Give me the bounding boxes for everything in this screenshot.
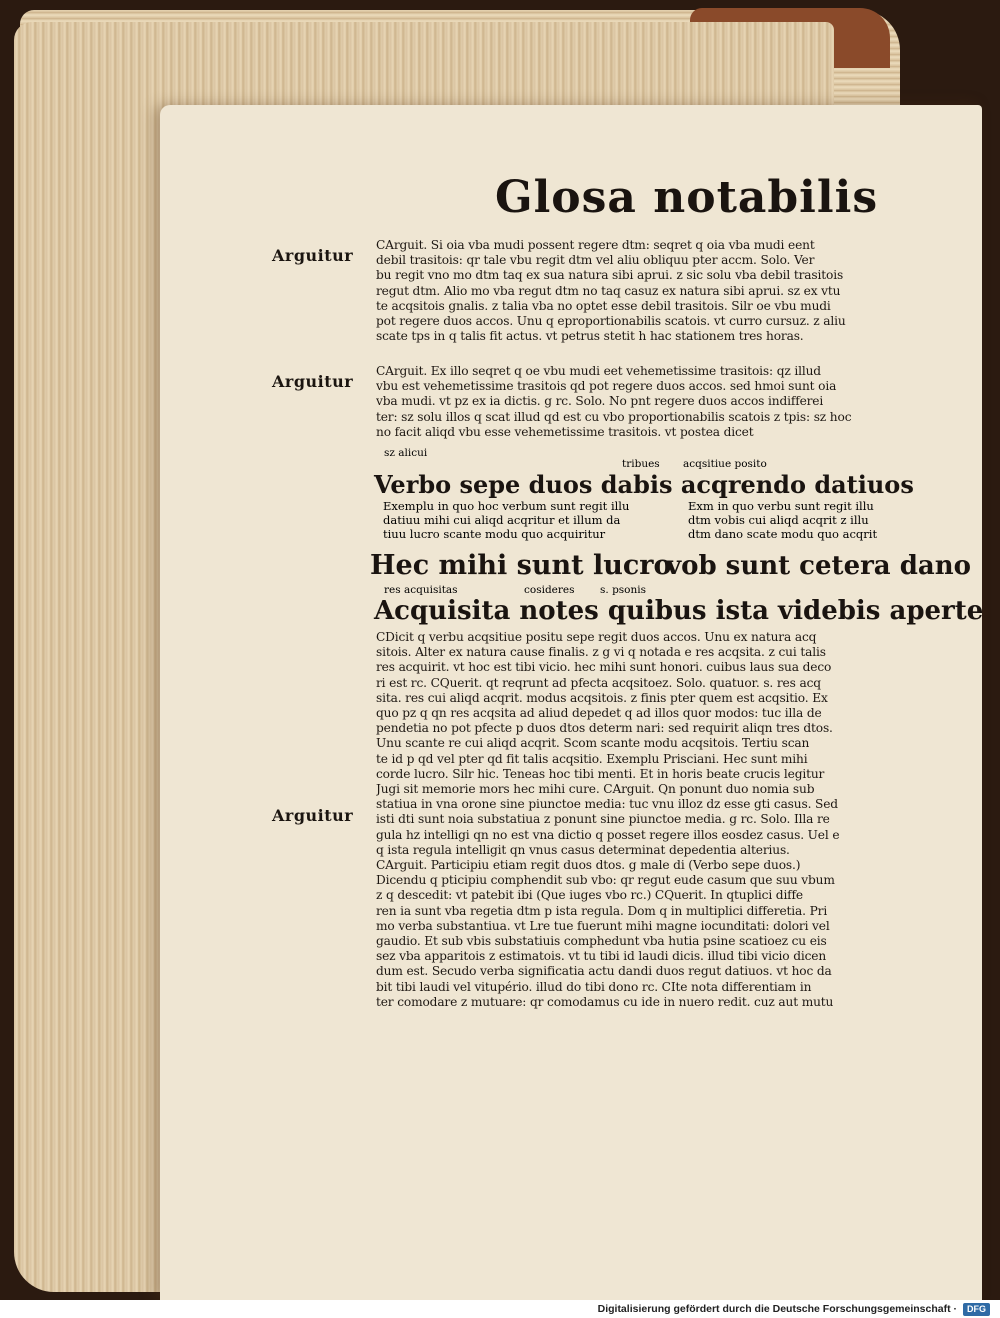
text-line: gaudio. Et sub vbis substatiuis comphedunt vba hutia psine scatioez cu eis <box>376 934 827 949</box>
text-line: quo pz q qn res acqsita ad aliud depedet q ad illos quor modos: tuc illa de <box>376 706 822 721</box>
gloss-left <box>383 499 683 541</box>
footer-text: Digitalisierung gefördert durch die Deutsche Forschungsgemeinschaft · <box>597 1303 957 1315</box>
text-line: statiua in vna orone sine piunctoe media: tuc vnu illoz dz esse gti casus. Sed <box>376 797 838 812</box>
gloss-right <box>688 499 928 541</box>
text-line: Unu scante re cui aliqd acqrit. Scom scante modu acqsitois. Tertiu scan <box>376 736 810 751</box>
text-line: isti dti sunt noia substatiua z ponunt sine piunctoe media. g rc. Solo. Illa re <box>376 812 830 827</box>
verse-line-2-left: Hec mihi sunt lucro <box>370 550 672 581</box>
text-line: corde lucro. Silr hic. Teneas hoc tibi menti. Et in horis beate crucis legitur <box>376 766 825 781</box>
text-line: dtm dano scate modu quo acqrit <box>688 527 878 541</box>
interlinear-gloss: acqsitiue posito <box>683 458 767 470</box>
text-line: CArguit. Participiu etiam regit duos dtos. g male di (Verbo sepe duos.) <box>376 858 801 873</box>
footer-credit <box>0 1300 1000 1318</box>
text-line: CArguit. Ex illo seqret q oe vbu mudi eet vehemetissime trasitois: qz illud <box>376 364 821 378</box>
text-line: debil trasitois: qr tale vbu regit dtm vel aliu obliquu pter accm. Solo. Ver <box>376 253 815 268</box>
text-line: vba mudi. vt pz ex ia dictis. g rc. Solo. No pnt regere duos accos indifferei <box>376 394 824 409</box>
text-line: Exm in quo verbu sunt regit illu <box>688 499 874 513</box>
verse-line-1: Verbo sepe duos dabis acqrendo datiuos <box>374 470 914 499</box>
text-line: gula hz intelligi qn no est vna dictio q posset regere illos eosdez casus. Uel e <box>376 827 840 842</box>
text-line: sitois. Alter ex natura cause finalis. z g vi q notada e res acqsita. z cui talis <box>376 645 826 660</box>
margin-note-2: Arguitur <box>272 372 354 391</box>
text-line: res acquirit. vt hoc est tibi vicio. hec mihi sunt honori. cuibus laus sua deco <box>376 660 832 675</box>
text-line: regut dtm. Alio mo vba regut dtm no taq casuz ex natura sibi aprui. sz ex vtu <box>376 283 841 298</box>
dfg-logo: DFG <box>963 1303 990 1316</box>
text-line: q ista regula intelligit qn vnus casus determinat depedentia alterius. <box>376 842 790 857</box>
text-line: dum est. Secudo verba significatia actu dandi duos regut datiuos. vt hoc da <box>376 964 832 979</box>
text-line: Dicendu q pticipiu comphendit sub vbo: qr regut eude casum que suu vbum <box>376 873 835 888</box>
interlinear-gloss: s. psonis <box>600 584 647 596</box>
text-line: scate tps in q talis fit actus. vt petrus stetit h hac stationem tres horas. <box>376 329 804 344</box>
text-line: bu regit vno mo dtm taq ex sua natura sibi aprui. z sic solu vba debil trasitois <box>376 268 844 283</box>
text-line: CDicit q verbu acqsitiue positu sepe regit duos accos. Unu ex natura acq <box>376 630 817 644</box>
text-line: te acqsitois gnalis. z talia vba no optet esse debil trasitois. Silr oe vbu mudi <box>376 298 831 313</box>
text-line: bit tibi laudi vel vitupério. illud do tibi dono rc. CIte nota differentiam in <box>376 979 812 994</box>
gloss-block-1 <box>376 238 932 344</box>
text-line: vbu est vehemetissime trasitois qd pot regere duos accos. sed hmoi sunt oia <box>376 379 837 394</box>
text-line: tiuu lucro scante modu quo acquiritur <box>383 527 606 541</box>
text-line: dtm vobis cui aliqd acqrit z illu <box>688 513 869 527</box>
text-line: z q descedit: vt patebit ibi (Que iuges vbo rc.) CQuerit. In qtuplici diffe <box>376 888 803 903</box>
text-line: ri est rc. CQuerit. qt reqrunt ad pfecta acqsitoez. Solo. quatuor. s. res acq <box>376 675 821 690</box>
interlinear-gloss: tribues <box>622 458 660 470</box>
verse-line-3: Acquisita notes quibus ista videbis aperte <box>374 596 984 626</box>
verse-line-2-right: vob sunt cetera dano <box>666 551 971 581</box>
interlinear-gloss: res acquisitas <box>384 584 458 596</box>
text-line: pendetia no pot pfecte p duos dtos determ nari: sed requirit aliqn tres dtos. <box>376 721 833 736</box>
interlinear-gloss: sz alicui <box>384 447 428 459</box>
text-line: sita. res cui aliqd acqrit. modus acqsitois. z finis pter quem est acqsitio. Ex <box>376 690 828 705</box>
interlinear-gloss: cosideres <box>524 584 575 596</box>
text-line: Jugi sit memorie mors hec mihi cure. CArguit. Qn ponunt duo nomia sub <box>376 782 815 797</box>
margin-note-1: Arguitur <box>272 246 354 265</box>
text-line: datiuu mihi cui aliqd acqritur et illum da <box>383 513 621 527</box>
gloss-block-2 <box>376 364 932 440</box>
text-line: Exemplu in quo hoc verbum sunt regit illu <box>383 499 630 513</box>
text-line: CArguit. Si oia vba mudi possent regere dtm: seqret q oia vba mudi eent <box>376 238 815 252</box>
text-line: sez vba apparitois z estimatois. vt tu tibi id laudi dicis. illud tibi vicio dicen <box>376 949 827 964</box>
text-line: ren ia sunt vba regetia dtm p ista regula. Dom q in multiplici differetia. Pri <box>376 903 828 918</box>
page-title: Glosa notabilis <box>495 172 879 223</box>
text-line: ter: sz solu illos q scat illud qd est cu vbo proportionabilis scatois z tpis: sz hoc <box>376 409 852 424</box>
text-line: pot regere duos accos. Unu q eproportionabilis scatois. vt curro cursuz. z aliu <box>376 314 846 329</box>
margin-note-3: Arguitur <box>272 806 354 825</box>
gloss-block-3 <box>376 630 932 1010</box>
text-line: ter comodare z mutuare: qr comodamus cu ide in nuero redit. cuz aut mutu <box>376 994 834 1009</box>
text-line: no facit aliqd vbu esse vehemetissime trasitois. vt postea dicet <box>376 424 754 439</box>
text-line: te id p qd vel pter qd fit talis acqsitio. Exemplu Prisciani. Hec sunt mihi <box>376 751 808 766</box>
text-line: mo verba substantiua. vt Lre tue fuerunt mihi magne iocunditati: dolori vel <box>376 918 830 933</box>
